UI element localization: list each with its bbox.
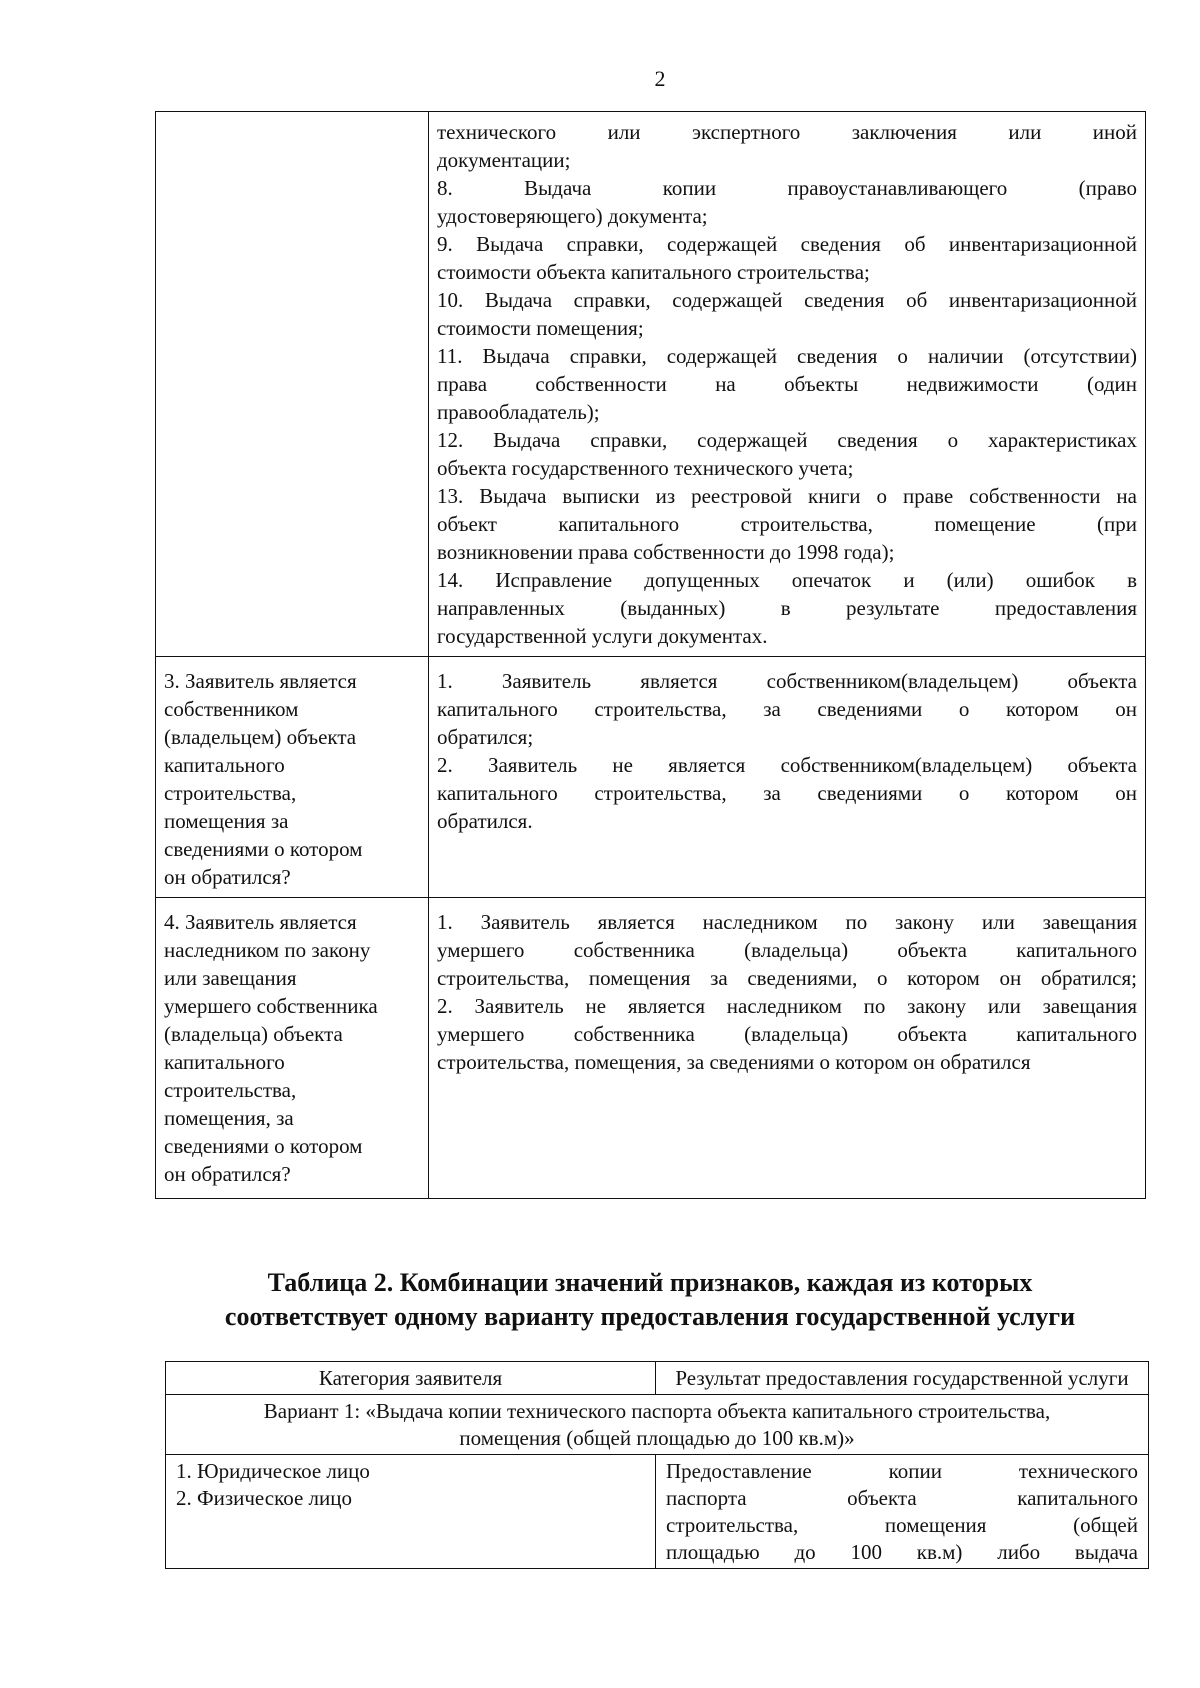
text-line: строительства, помещения, за сведениями о котором он обратился (437, 1050, 1031, 1074)
text-line: правообладатель); (437, 400, 600, 424)
variant-line: Вариант 1: «Выдача копии технического паспорта объекта капитального строительства, (263, 1399, 1051, 1423)
text-line: объект капитального строительства, помещение (при (437, 512, 1137, 536)
text-line: 3. Заявитель является (164, 669, 357, 693)
text-line: 1. Юридическое лицо (176, 1459, 370, 1483)
text-line: наследником по закону (164, 938, 371, 962)
variant-line: помещения (общей площадью до 100 кв.м)» (459, 1426, 855, 1450)
table-row (156, 112, 1146, 657)
text-line: направленных (выданных) в результате предоставления (437, 596, 1137, 620)
text-line: 2. Заявитель не является наследником по закону или завещания (437, 994, 1137, 1018)
criteria-table (155, 111, 1146, 1199)
category-cell (166, 1455, 656, 1569)
text-line: объекта государственного технического учета; (437, 456, 854, 480)
text-line: 2. Физическое лицо (176, 1486, 353, 1510)
text-line: помещения за (164, 809, 289, 833)
text-line: строительства, помещения за сведениями, о котором он обратился; (437, 966, 1137, 990)
text-line: капитального строительства, за сведениями о котором он (437, 697, 1137, 721)
question-cell (156, 112, 429, 657)
page-number: 2 (654, 66, 666, 91)
text-line: 11. Выдача справки, содержащей сведения о наличии (отсутствии) (437, 344, 1137, 368)
text-line: государственной услуги документах. (437, 624, 768, 648)
text-line: умершего собственника (владельца) объекта капитального (437, 938, 1137, 962)
text-line: площадью до 100 кв.м) либо выдача (666, 1540, 1138, 1564)
text-line: 1. Заявитель является собственником(владельцем) объекта (437, 669, 1137, 693)
text-line: 13. Выдача выписки из реестровой книги о праве собственности на (437, 484, 1137, 508)
text-line: стоимости помещения; (437, 316, 644, 340)
text-line: он обратился? (164, 1162, 291, 1186)
answer-cell (429, 112, 1146, 657)
header-category: Категория заявителя (166, 1362, 656, 1395)
text-line: стоимости объекта капитального строительства; (437, 260, 870, 284)
text-line: умершего собственника (владельца) объекта капитального (437, 1022, 1137, 1046)
text-line: умершего собственника (164, 994, 378, 1018)
table2-title (150, 1266, 1150, 1334)
text-line: капитального (164, 1050, 285, 1074)
variant-row (166, 1395, 1149, 1455)
text-line: строительства, (164, 781, 297, 805)
result-cell (656, 1455, 1149, 1569)
text-line: 2. Заявитель не является собственником(владельцем) объекта (437, 753, 1137, 777)
text-line: 14. Исправление допущенных опечаток и (или) ошибок в (437, 568, 1137, 592)
text-line: 10. Выдача справки, содержащей сведения об инвентаризационной (437, 288, 1137, 312)
text-line: 1. Заявитель является наследником по закону или завещания (437, 910, 1137, 934)
text-line: он обратился? (164, 865, 291, 889)
text-line: помещения, за (164, 1106, 294, 1130)
answer-cell (429, 657, 1146, 898)
table-row (156, 898, 1146, 1199)
text-line: 12. Выдача справки, содержащей сведения о характеристиках (437, 428, 1137, 452)
text-line: права собственности на объекты недвижимости (один (437, 372, 1137, 396)
table-row (156, 657, 1146, 898)
text-line: капитального строительства, за сведениями о котором он (437, 781, 1137, 805)
text-line: обратился; (437, 725, 534, 749)
question-cell (156, 657, 429, 898)
text-line: (владельца) объекта (164, 1022, 343, 1046)
question-cell (156, 898, 429, 1199)
text-line: или завещания (164, 966, 297, 990)
header-row (166, 1362, 1149, 1395)
text-line: обратился. (437, 809, 533, 833)
text-line: капитального (164, 753, 285, 777)
title-line: соответствует одному варианту предоставления государственной услуги (224, 1302, 1076, 1331)
text-line: (владельцем) объекта (164, 725, 357, 749)
text-line: строительства, помещения (общей (666, 1513, 1138, 1537)
text-line: сведениями о котором (164, 837, 363, 861)
table-row (166, 1455, 1149, 1569)
text-line: 4. Заявитель является (164, 910, 357, 934)
text-line: строительства, (164, 1078, 297, 1102)
combinations-table (165, 1361, 1149, 1569)
text-line: собственником (164, 697, 299, 721)
text-line: паспорта объекта капитального (666, 1486, 1138, 1510)
text-line: технического или экспертного заключения или иной (437, 120, 1137, 144)
text-line: Предоставление копии технического (666, 1459, 1138, 1483)
answer-cell (429, 898, 1146, 1199)
text-line: возникновении права собственности до 1998 года); (437, 540, 895, 564)
text-line: 8. Выдача копии правоустанавливающего (право (437, 176, 1137, 200)
text-line: документации; (437, 148, 571, 172)
text-line: удостоверяющего) документа; (437, 204, 708, 228)
header-result: Результат предоставления государственной услуги (656, 1362, 1149, 1395)
variant-title (166, 1395, 1149, 1455)
text-line: 9. Выдача справки, содержащей сведения об инвентаризационной (437, 232, 1137, 256)
title-line: Таблица 2. Комбинации значений признаков, каждая из которых (267, 1268, 1033, 1297)
text-line: сведениями о котором (164, 1134, 363, 1158)
